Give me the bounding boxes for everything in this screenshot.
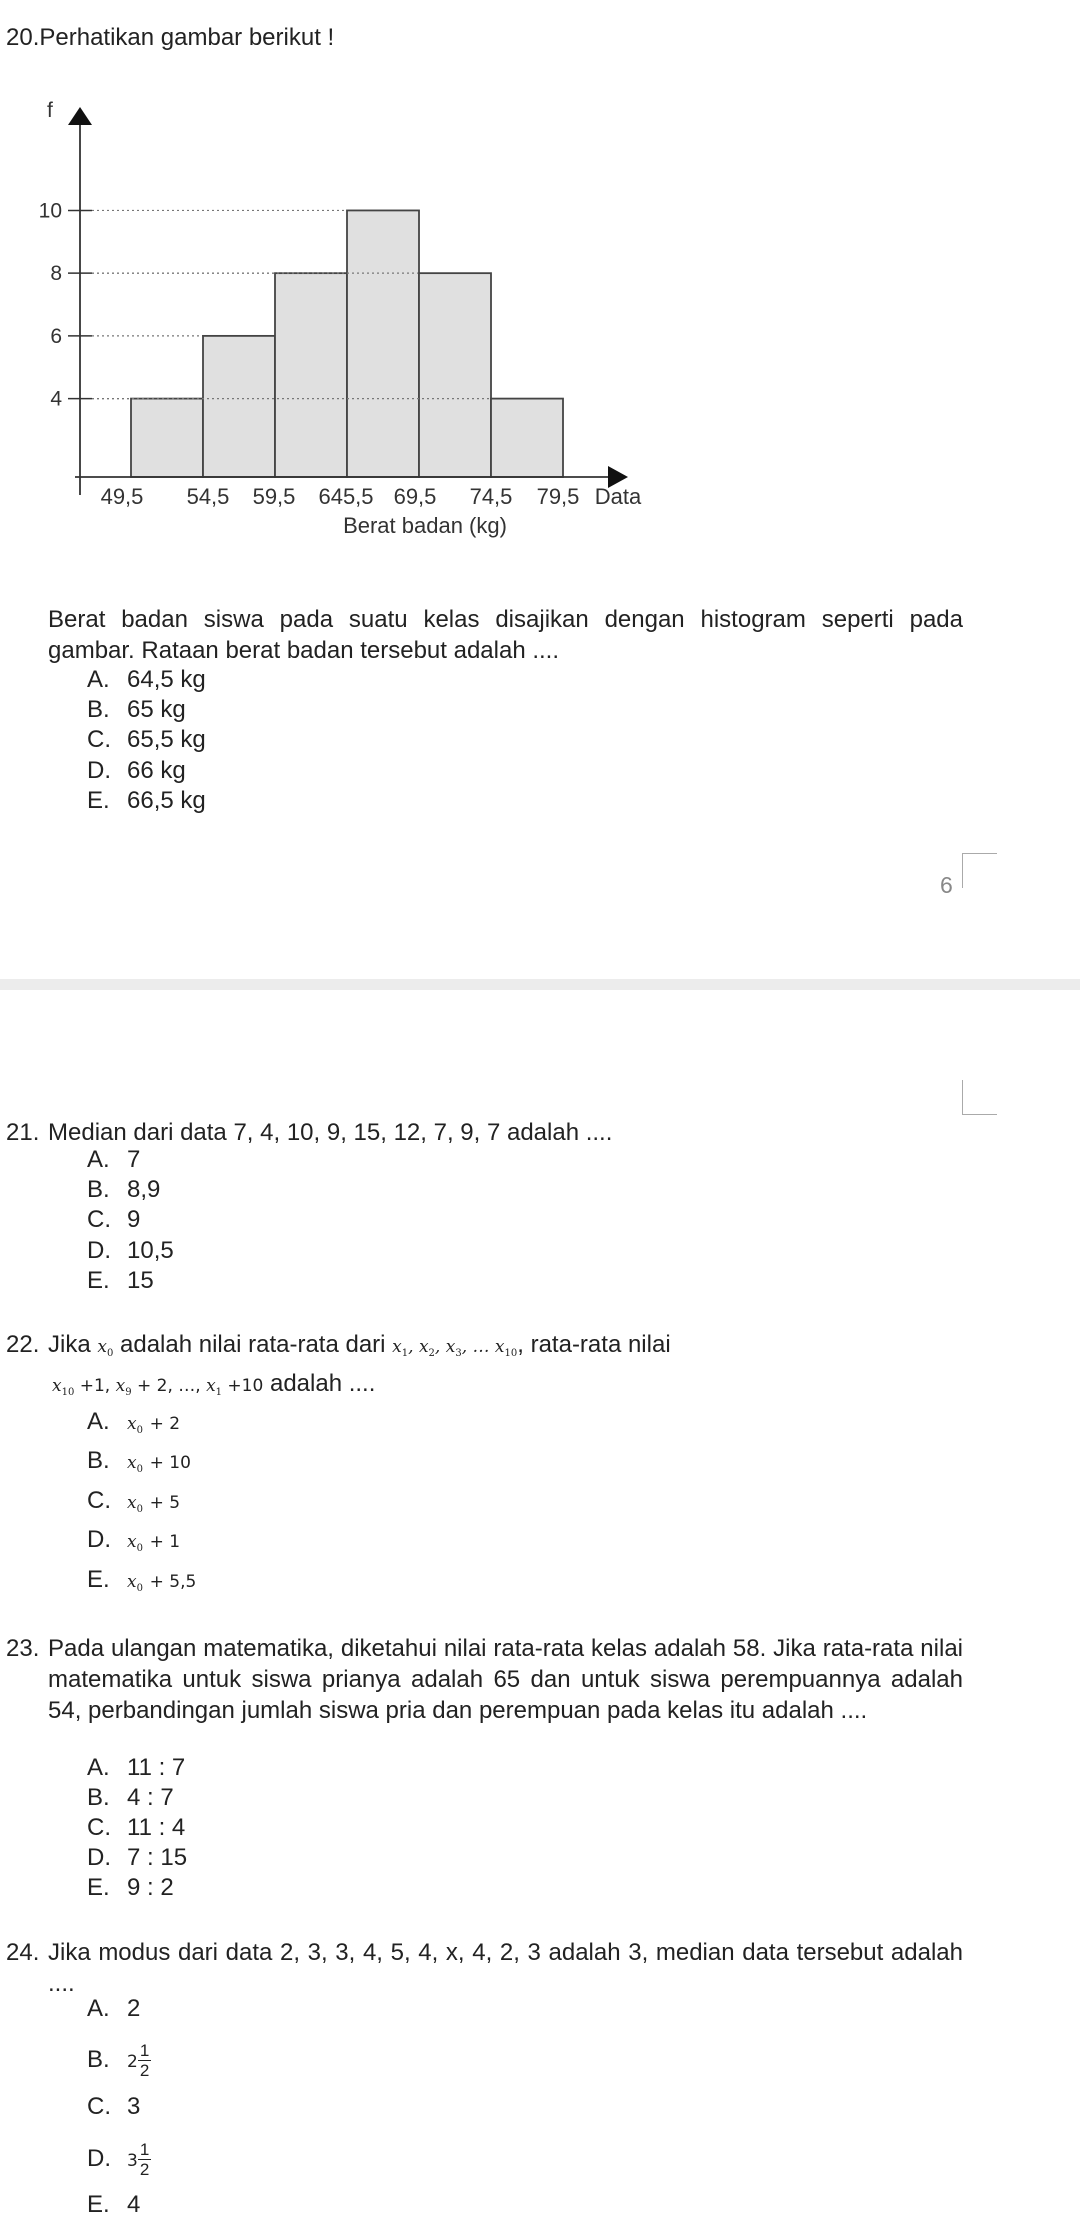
x-axis-end-label: Data (594, 484, 642, 509)
q21-option-d[interactable]: D. 10,5 (87, 1237, 174, 1264)
q20-option-d[interactable]: D. 66 kg (87, 757, 186, 784)
y-tick-label: 10 (38, 199, 62, 223)
q21-body: Median dari data 7, 4, 10, 9, 15, 12, 7, 9, 7 adalah .... (48, 1119, 613, 1146)
q24-option-e[interactable]: E. 4 (87, 2191, 141, 2218)
q23-option-c[interactable]: C. 11 : 4 (87, 1814, 186, 1841)
q24-number: 24. (6, 1939, 40, 1966)
x-edge-label: 69,5 (393, 484, 437, 509)
q20-option-c[interactable]: C. 65,5 kg (87, 726, 206, 753)
x-edge-label: 74,5 (469, 484, 513, 509)
q21-option-c[interactable]: C. 9 (87, 1206, 141, 1233)
y-tick-label: 8 (50, 262, 62, 286)
crop-corner-top (962, 853, 997, 888)
q20-body: Berat badan siswa pada suatu kelas disajikan dengan histogram seperti pada gambar. Rataan berat badan tersebut adalah .... (48, 606, 963, 664)
q22-option-d[interactable]: D. $x_0 + 1$ (87, 1526, 181, 1554)
histogram-bar (347, 210, 419, 477)
x-edge-label: 645,5 (318, 484, 374, 509)
q21-option-a[interactable]: A. 7 (87, 1146, 141, 1173)
crop-corner-bottom (962, 1080, 997, 1115)
q21-option-b[interactable]: B. 8,9 (87, 1176, 161, 1203)
q22-option-b[interactable]: B. $x_0 + 10$ (87, 1447, 191, 1475)
q23-option-d[interactable]: D. 7 : 15 (87, 1844, 188, 1871)
q22-option-e[interactable]: E. $x_0 + 5,5$ (87, 1566, 197, 1594)
q23-body: Pada ulangan matematika, diketahui nilai rata-rata kelas adalah 58. Jika rata-rata nilai matematika untuk siswa prianya adalah 65 dan untuk siswa perempuannya adalah 54, perbandingan jumlah siswa pria dan perempuan pada kelas itu adalah .... (48, 1635, 963, 1724)
q23-number: 23. (6, 1635, 40, 1662)
q24-option-d[interactable]: D. 3 $\frac{1}{2}$ (87, 2140, 150, 2179)
x-edge-label: 79,5 (536, 484, 580, 509)
q21-option-e[interactable]: E. 15 (87, 1267, 154, 1294)
page-marker: 6 (940, 872, 953, 898)
q22-sequence: $x_1$, $x_2$, $x_3$, … $x_{10}$ (392, 1337, 518, 1359)
x-edge-label: 49,5 (100, 484, 144, 509)
q20-option-b[interactable]: B. 65 kg (87, 696, 186, 723)
x-edge-label: 59,5 (252, 484, 296, 509)
q23-option-a[interactable]: A. 11 : 7 (87, 1754, 186, 1781)
y-tick-label: 4 (50, 387, 62, 411)
x-edge-label: 54,5 (186, 484, 230, 509)
q24-option-a[interactable]: A. 2 (87, 1995, 141, 2022)
histogram-bar (275, 273, 347, 477)
histogram-chart (0, 80, 680, 540)
q20-option-e[interactable]: E. 66,5 kg (87, 787, 206, 814)
q24-option-b[interactable]: B. 2 $\frac{1}{2}$ (87, 2041, 150, 2080)
page-divider (0, 979, 1080, 990)
y-tick-label: 6 (50, 324, 62, 348)
q21-number: 21. (6, 1119, 40, 1146)
q22-line1: Jika $x_0$ adalah nilai rata-rata dari $x_1$, $x_2$, $x_3$, … $x_{10}$, rata-rata nilai (48, 1331, 671, 1359)
q22-x0: $x_0$ (97, 1337, 114, 1359)
q22-option-a[interactable]: A. $x_0 + 2$ (87, 1408, 181, 1436)
q22-option-c[interactable]: C. $x_0 + 5$ (87, 1487, 181, 1515)
q22-number: 22. (6, 1331, 40, 1358)
histogram-bar (491, 399, 563, 477)
y-axis-label: f (47, 99, 53, 122)
q20-number: 20.Perhatikan gambar berikut ! (6, 24, 335, 51)
q22-expression: $x_{10} +1$, $x_9 + 2$, …, $x_1 +10$ (52, 1376, 264, 1398)
q23-option-b[interactable]: B. 4 : 7 (87, 1784, 174, 1811)
q20-option-a[interactable]: A. 64,5 kg (87, 666, 206, 693)
histogram-bar (203, 336, 275, 477)
x-axis-label: Berat badan (kg) (343, 513, 507, 538)
q24-option-c[interactable]: C. 3 (87, 2093, 141, 2120)
y-axis-arrow (68, 107, 92, 125)
histogram-bar (419, 273, 491, 477)
q24-body: Jika modus dari data 2, 3, 3, 4, 5, 4, x, 4, 2, 3 adalah 3, median data tersebut adalah .... (48, 1939, 963, 1997)
q22-line2: $x_{10} +1$, $x_9 + 2$, …, $x_1 +10$ adalah .... (52, 1370, 376, 1398)
q20-intro: Perhatikan gambar berikut ! (39, 24, 335, 51)
histogram-bar (131, 399, 203, 477)
q23-option-e[interactable]: E. 9 : 2 (87, 1874, 174, 1901)
